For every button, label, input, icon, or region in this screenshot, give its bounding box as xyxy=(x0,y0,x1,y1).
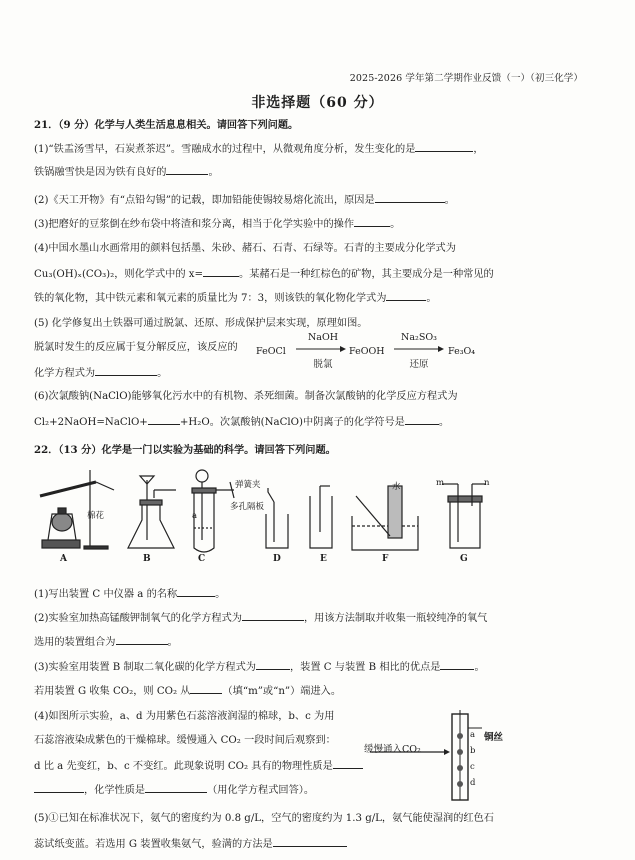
q22-p2a: (2)实验室加热高锰酸钾制氧气的化学方程式为 ，用该方法制取并收集一瓶较纯净的氧气 xyxy=(34,610,487,626)
scheme-arrow1 xyxy=(296,345,346,353)
q22-p3a: (3)实验室用装置 B 制取二氧化碳的化学方程式为 ，装置 C 与装置 B 相比的优点是 。 xyxy=(34,659,485,675)
apparatus-C xyxy=(192,470,234,552)
apparatus-G xyxy=(442,484,486,548)
answer-blank[interactable] xyxy=(405,414,439,425)
answer-blank[interactable] xyxy=(203,266,239,277)
answer-blank[interactable] xyxy=(415,141,473,152)
label-a: a xyxy=(192,511,198,521)
q21-p6b: Cl₂+2NaOH=NaClO+ +H₂O。次氯酸钠(NaClO)中阴离子的化学符号是 。 xyxy=(34,414,449,430)
answer-blank[interactable] xyxy=(333,758,363,769)
apparatus-F xyxy=(352,486,418,550)
q21-p5a: (5) 化学修复出土铁器可通过脱氯、还原、形成保护层来实现，原理如图。 xyxy=(34,318,368,329)
q21-p3: (3)把磨好的豆浆倒在纱布袋中将渣和浆分离，相当于化学实验中的操作 。 xyxy=(34,216,400,232)
answer-blank[interactable] xyxy=(166,164,208,175)
q22-p4c: d 比 a 先变红，b、c 不变红。此现象说明 CO₂ 具有的物理性质是 xyxy=(34,758,363,774)
fig4-ball-c: c xyxy=(470,762,475,772)
q22-p4d: ，化学性质是 （用化学方程式回答）。 xyxy=(34,782,314,798)
q21-p5c: 化学方程式为 。 xyxy=(34,365,167,381)
q21-p1b: 铁锅融雪快是因为铁有良好的 。 xyxy=(34,164,219,180)
q22-p5b: 蕊试纸变蓝。若选用 G 装置收集氨气，验满的方法是 xyxy=(34,836,347,852)
q22-p2c: 选用的装置组合为 。 xyxy=(34,634,178,650)
label-porous-plate: 多孔隔板 xyxy=(230,502,265,512)
apparatus-label-F: F xyxy=(382,554,389,564)
scheme-arrow2-top: Na₂SO₃ xyxy=(401,332,437,343)
apparatus-label-C: C xyxy=(198,554,206,564)
apparatus-label-B: B xyxy=(143,554,151,564)
q22-p4b: 石蕊溶液染成紫色的干燥棉球。缓慢通入 CO₂ 一段时间后观察到： xyxy=(34,735,336,746)
answer-blank[interactable] xyxy=(256,659,290,670)
q21-p4c: 铁的氧化物，其中铁元素和氧元素的质量比为 7：3，则该铁的氧化物化学式为 。 xyxy=(34,290,437,306)
fig4-inlet-label: 缓慢通入CO₂ xyxy=(364,744,421,755)
scheme-mid: FeOOH xyxy=(349,346,385,357)
label-water: 水 xyxy=(392,482,401,492)
fig4-ball-b: b xyxy=(470,746,476,756)
apparatus-label-G: G xyxy=(460,554,468,564)
answer-blank[interactable] xyxy=(440,659,474,670)
scheme-arrow2 xyxy=(394,345,444,353)
apparatus-B xyxy=(128,476,176,548)
label-spring-clip: 弹簧夹 xyxy=(235,480,261,490)
page-header: 2025-2026 学年第二学期作业反馈（一）（初三化学） xyxy=(349,73,583,84)
fig4-tube xyxy=(420,708,500,808)
scheme-end: Fe₃O₄ xyxy=(448,346,476,357)
section-title: 非选择题（60 分） xyxy=(251,95,384,111)
q22-p4a: (4)如图所示实验，a、d 为用紫色石蕊溶液润湿的棉球，b、c 为用 xyxy=(34,711,335,722)
q21-p4b: Cu₃(OH)ₓ(CO₃)₂，则化学式中的 x= 。某赭石是一种红棕色的矿物，其主要成分是一种常见的 xyxy=(34,266,494,282)
fig4-ball-d: d xyxy=(470,778,476,788)
scheme-arrow1-bottom: 脱氯 xyxy=(313,359,333,370)
answer-blank[interactable] xyxy=(242,610,304,621)
q21-p4a: (4)中国水墨山水画常用的颜料包括墨、朱砂、赭石、石青、石绿等。石青的主要成分化学式为 xyxy=(34,243,456,254)
q22-p1: (1)写出装置 C 中仪器 a 的名称 。 xyxy=(34,586,225,602)
q21-p1a: (1)“铁盂汤雪早，石炭煮茶迟”。雪融成水的过程中，从微观角度分析，发生变化的是 ， xyxy=(34,141,484,157)
q21-intro: 21．（9 分）化学与人类生活息息相关。请回答下列问题。 xyxy=(34,119,299,131)
fig4-ball-a: a xyxy=(470,730,476,740)
apparatus-D xyxy=(266,488,288,548)
fig4-copper-wire-label: 铜丝 xyxy=(484,732,504,743)
q22-p3c: 若用装置 G 收集 CO₂，则 CO₂ 从 （填“m”或“n”）端进入。 xyxy=(34,683,341,699)
answer-blank[interactable] xyxy=(354,216,390,227)
answer-blank[interactable] xyxy=(95,365,157,376)
scheme-start: FeOCl xyxy=(256,346,286,357)
apparatus-figure xyxy=(34,462,594,572)
apparatus-label-D: D xyxy=(273,554,281,564)
answer-blank[interactable] xyxy=(148,414,180,425)
answer-blank[interactable] xyxy=(273,836,347,847)
scheme-arrow1-top: NaOH xyxy=(307,332,339,343)
label-m: m xyxy=(436,478,445,488)
answer-blank[interactable] xyxy=(190,683,222,694)
q22-p5a: (5)①已知在标准状况下，氨气的密度约为 0.8 g/L，空气的密度约为 1.3 g/L，氨气能使湿润的红色石 xyxy=(34,813,494,824)
scheme-arrow2-bottom: 还原 xyxy=(409,359,429,370)
q21-p5b: 脱氯时发生的反应属于复分解反应，该反应的 xyxy=(34,342,238,353)
q22-intro: 22．（13 分）化学是一门以实验为基础的科学。请回答下列问题。 xyxy=(34,444,336,456)
label-cotton: 棉花 xyxy=(87,511,105,521)
apparatus-E xyxy=(310,486,332,548)
q21-p6a: (6)次氯酸钠(NaClO)能够氧化污水中的有机物、杀死细菌。制备次氯酸钠的化学反应方程式为 xyxy=(34,391,458,402)
answer-blank[interactable] xyxy=(116,634,168,645)
answer-blank[interactable] xyxy=(386,290,426,301)
apparatus-label-E: E xyxy=(320,554,327,564)
answer-blank[interactable] xyxy=(34,782,84,793)
answer-blank[interactable] xyxy=(145,782,207,793)
label-n: n xyxy=(484,478,490,488)
answer-blank[interactable] xyxy=(375,192,445,203)
answer-blank[interactable] xyxy=(177,586,215,597)
q21-p2: (2)《天工开物》有“点铅勾锡”的记载，即加铅能使锡较易熔化流出，原因是 。 xyxy=(34,192,455,208)
apparatus-label-A: A xyxy=(60,554,67,564)
